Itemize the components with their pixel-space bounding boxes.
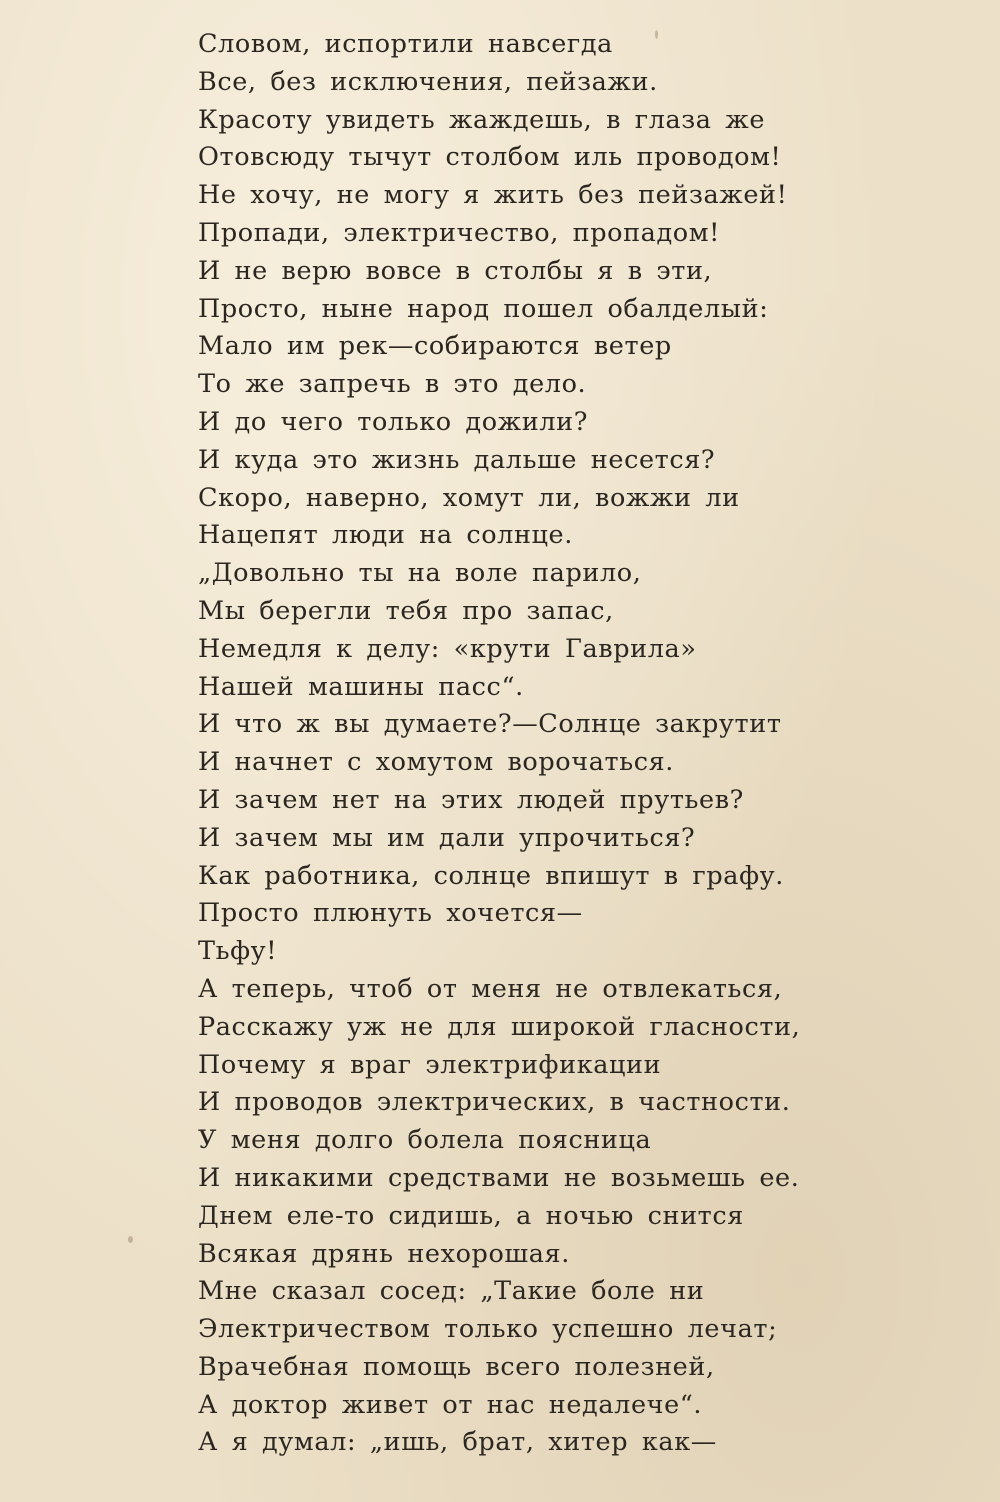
poem-line: Нашей машины пасс“.	[198, 671, 524, 702]
poem-line: Расскажу уж не для широкой гласности,	[198, 1011, 801, 1042]
poem-line: Почему я враг электрификации	[198, 1049, 662, 1080]
poem-line: То же запречь в это дело.	[198, 369, 587, 400]
poem-line: Немедля к делу: «крути Гаврила»	[198, 633, 697, 664]
poem-line: Не хочу, не могу я жить без пейзажей!	[198, 180, 788, 211]
poem-line: Отовсюду тычут столбом иль проводом!	[198, 142, 782, 173]
poem-line: А теперь, чтоб от меня не отвлекаться,	[198, 973, 783, 1004]
poem-line: А я думал: „ишь, брат, хитер как—	[198, 1427, 717, 1458]
poem-line: Красоту увидеть жаждешь, в глаза же	[198, 104, 766, 135]
poem-line: И до чего только дожили?	[198, 406, 588, 437]
poem-line: Пропади, электричество, пропадом!	[198, 217, 721, 248]
poem-line: И что ж вы думаете?—Солнце закрутит	[198, 709, 782, 740]
poem-line: И не верю вовсе в столбы я в эти,	[198, 255, 713, 286]
poem-line: Мало им рек—собираются ветер	[198, 331, 672, 362]
paper-speck	[128, 1236, 133, 1243]
poem-line: Нацепят люди на солнце.	[198, 520, 573, 551]
poem-line: Днем еле-то сидишь, а ночью снится	[198, 1200, 744, 1231]
poem-line: А доктор живет от нас недалече“.	[198, 1389, 703, 1420]
poem-line: Врачебная помощь всего полезней,	[198, 1351, 715, 1382]
poem-line: Все, без исключения, пейзажи.	[198, 66, 658, 97]
poem-line: Как работника, солнце впишут в графу.	[198, 860, 784, 891]
poem-line: Мне сказал сосед: „Такие боле ни	[198, 1276, 705, 1307]
poem-line: Мы берегли тебя про запас,	[198, 595, 614, 626]
poem-text	[198, 26, 978, 1462]
poem-line: Электричеством только успешно лечат;	[198, 1314, 778, 1345]
poem-line: И зачем мы им дали упрочиться?	[198, 822, 696, 853]
poem-line: Всякая дрянь нехорошая.	[198, 1238, 570, 1269]
poem-line: Тьфу!	[198, 936, 278, 967]
poem-line: И никакими средствами не возьмешь ее.	[198, 1162, 800, 1193]
poem-line: Просто плюнуть хочется—	[198, 898, 583, 929]
poem-line: Словом, испортили навсегда	[198, 29, 613, 59]
poem-line: И проводов электрических, в частности.	[198, 1087, 791, 1118]
poem-line: „Довольно ты на воле парило,	[198, 558, 642, 589]
poem-line: И зачем нет на этих людей прутьев?	[198, 784, 744, 815]
poem-line: И куда это жизнь дальше несется?	[198, 444, 716, 475]
poem-line: У меня долго болела поясница	[198, 1125, 652, 1156]
poem-line: Просто, ныне народ пошел обалделый:	[198, 293, 769, 324]
poem-line: И начнет с хомутом ворочаться.	[198, 747, 674, 778]
poem-line: Скоро, наверно, хомут ли, вожжи ли	[198, 482, 740, 513]
